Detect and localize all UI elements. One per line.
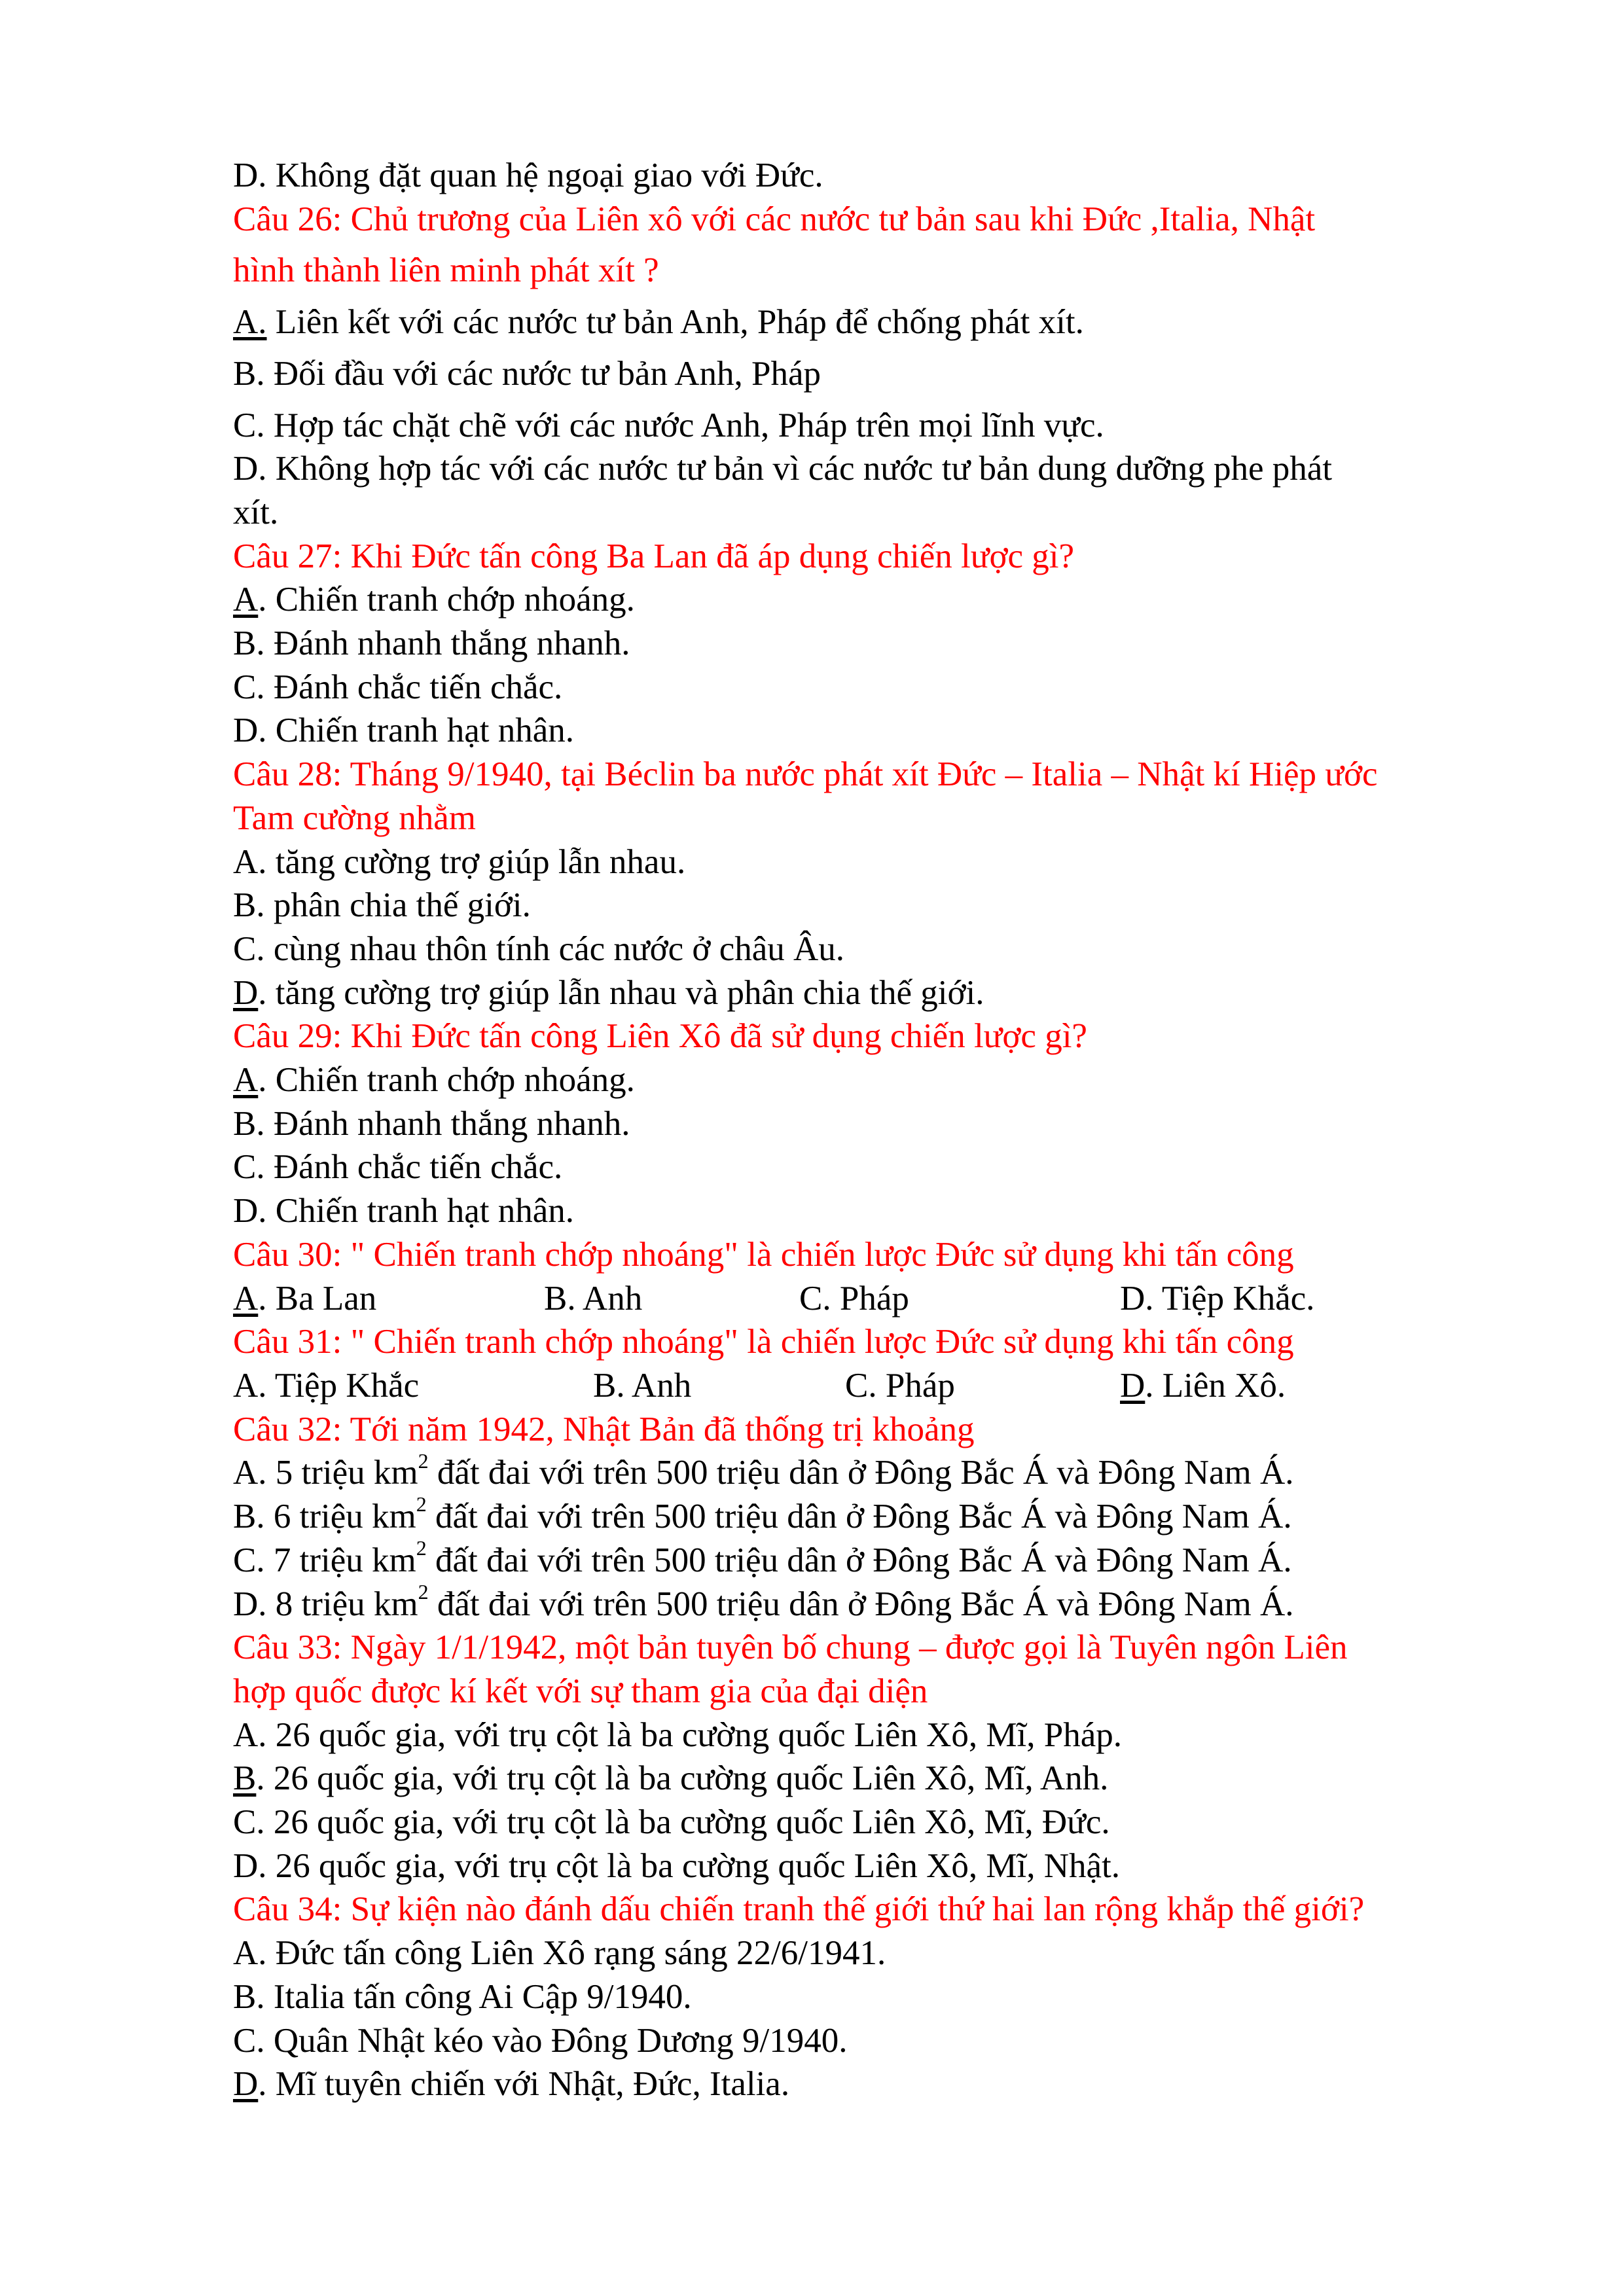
question-33 — [233, 1626, 1516, 1888]
question-text: Câu 26: Chủ trương của Liên xô với các nước tư bản sau khi Đức ,Italia, Nhật — [233, 200, 1316, 238]
superscript: 2 — [416, 1492, 427, 1516]
lead-answer: D. Không đặt quan hệ ngoại giao với Đức. — [233, 156, 823, 194]
question-text: hình thành liên minh phát xít ? — [233, 251, 659, 290]
question-text: Câu 33: Ngày 1/1/1942, một bản tuyên bố chung – được gọi là Tuyên ngôn Liên — [233, 1628, 1348, 1667]
option-a — [233, 1058, 1516, 1102]
question-28 — [233, 753, 1516, 1014]
option-text: . 26 quốc gia, với trụ cột là ba cường quốc Liên Xô, Mĩ, Anh. — [256, 1759, 1109, 1798]
question-text: hợp quốc được kí kết với sự tham gia của đại diện — [233, 1672, 928, 1710]
question-32 — [233, 1408, 1516, 1626]
option-b: B. Italia tấn công Ai Cập 9/1940. — [233, 1977, 692, 2016]
option-text: . Mĩ tuyên chiến với Nhật, Đức, Italia. — [258, 2065, 790, 2104]
question-34 — [233, 1888, 1516, 2106]
option-d — [233, 971, 1516, 1015]
option-d — [1120, 1364, 1286, 1408]
option-letter: A. — [233, 303, 267, 342]
option-text: đất đai với trên 500 triệu dân ở Đông Bắc Á và Đông Nam Á. — [426, 1541, 1292, 1579]
document-body — [233, 154, 1516, 2106]
option-letter: A — [233, 581, 259, 619]
option-text: . tăng cường trợ giúp lẫn nhau và phân chia thế giới. — [258, 973, 984, 1012]
option-text: A. 5 triệu km — [233, 1454, 418, 1492]
option-letter: D — [1120, 1366, 1146, 1405]
option-d — [233, 1579, 1516, 1626]
option-text: D. 8 triệu km — [233, 1585, 418, 1623]
option-c: C. Pháp — [845, 1366, 955, 1405]
question-27 — [233, 535, 1516, 753]
option-d: D. Chiến tranh hạt nhân. — [233, 1192, 575, 1230]
option-text: . Chiến tranh chớp nhoáng. — [258, 581, 635, 619]
option-text: . Chiến tranh chớp nhoáng. — [258, 1061, 635, 1100]
option-b: B. Đánh nhanh thắng nhanh. — [233, 624, 630, 663]
superscript: 2 — [416, 1536, 427, 1560]
question-text: Câu 29: Khi Đức tấn công Liên Xô đã sử dụng chiến lược gì? — [233, 1017, 1087, 1056]
option-b: B. Đánh nhanh thắng nhanh. — [233, 1104, 630, 1143]
option-text: . Ba Lan — [258, 1279, 377, 1318]
option-letter: A — [233, 1061, 259, 1100]
option-letter: B — [233, 1759, 257, 1798]
option-b: B. Anh — [544, 1279, 643, 1318]
option-text: Liên kết với các nước tư bản Anh, Pháp để chống phát xít. — [266, 303, 1084, 342]
option-d: D. Tiệp Khắc. — [1120, 1279, 1315, 1318]
question-text: Câu 28: Tháng 9/1940, tại Béclin ba nước phát xít Đức – Italia – Nhật kí Hiệp ước — [233, 755, 1378, 794]
option-text: đất đai với trên 500 triệu dân ở Đông Bắc Á và Đông Nam Á. — [426, 1498, 1292, 1536]
option-a: A. 26 quốc gia, với trụ cột là ba cường quốc Liên Xô, Mĩ, Pháp. — [233, 1715, 1122, 1754]
option-text: đất đai với trên 500 triệu dân ở Đông Bắc Á và Đông Nam Á. — [428, 1585, 1294, 1623]
question-31 — [233, 1320, 1516, 1407]
option-letter: D — [233, 2065, 259, 2104]
option-c: C. Quân Nhật kéo vào Đông Dương 9/1940. — [233, 2021, 848, 2060]
option-text: đất đai với trên 500 triệu dân ở Đông Bắc Á và Đông Nam Á. — [428, 1454, 1294, 1492]
option-c: C. cùng nhau thôn tính các nước ở châu Âu. — [233, 929, 845, 968]
options-row — [233, 1364, 1516, 1408]
question-text: Câu 30: " Chiến tranh chớp nhoáng" là chiến lược Đức sử dụng khi tấn công — [233, 1235, 1294, 1274]
option-b: B. Anh — [593, 1366, 692, 1405]
options-row — [233, 1277, 1516, 1321]
question-26 — [233, 198, 1516, 535]
option-letter: D — [233, 973, 259, 1012]
question-text: Câu 27: Khi Đức tấn công Ba Lan đã áp dụng chiến lược gì? — [233, 537, 1074, 575]
question-text: Câu 31: " Chiến tranh chớp nhoáng" là chiến lược Đức sử dụng khi tấn công — [233, 1323, 1294, 1361]
superscript: 2 — [418, 1579, 429, 1604]
option-d-continued: xít. — [233, 493, 279, 531]
option-a — [233, 1448, 1516, 1495]
option-c: C. Pháp — [799, 1279, 909, 1318]
option-c: C. Hợp tác chặt chẽ với các nước Anh, Pháp trên mọi lĩnh vực. — [233, 406, 1104, 444]
option-a — [233, 578, 1516, 622]
option-a: A. tăng cường trợ giúp lẫn nhau. — [233, 842, 686, 881]
question-text: Câu 34: Sự kiện nào đánh dấu chiến tranh thế giới thứ hai lan rộng khắp thế giới? — [233, 1890, 1365, 1929]
option-d: D. Chiến tranh hạt nhân. — [233, 711, 575, 750]
option-letter: A — [233, 1279, 259, 1318]
option-a — [233, 1277, 544, 1321]
option-text: . Liên Xô. — [1145, 1366, 1286, 1405]
superscript: 2 — [418, 1448, 429, 1473]
option-d — [233, 2062, 1516, 2106]
option-a: A. Tiệp Khắc — [233, 1366, 420, 1405]
option-a — [233, 300, 1516, 344]
option-c: C. 26 quốc gia, với trụ cột là ba cường quốc Liên Xô, Mĩ, Đức. — [233, 1803, 1110, 1842]
option-a: A. Đức tấn công Liên Xô rạng sáng 22/6/1941. — [233, 1934, 886, 1973]
option-b: B. Đối đầu với các nước tư bản Anh, Pháp — [233, 354, 821, 393]
option-d: D. Không hợp tác với các nước tư bản vì các nước tư bản dung dưỡng phe phát — [233, 450, 1332, 488]
question-29 — [233, 1014, 1516, 1233]
question-text: Câu 32: Tới năm 1942, Nhật Bản đã thống trị khoảng — [233, 1410, 975, 1448]
option-text: C. 7 triệu km — [233, 1541, 416, 1579]
option-c: C. Đánh chắc tiến chắc. — [233, 668, 563, 706]
question-text: Tam cường nhằm — [233, 798, 476, 837]
option-b — [233, 1492, 1516, 1539]
question-30 — [233, 1233, 1516, 1320]
option-c: C. Đánh chắc tiến chắc. — [233, 1148, 563, 1187]
option-b: B. phân chia thế giới. — [233, 886, 531, 925]
option-c — [233, 1536, 1516, 1583]
option-text: B. 6 triệu km — [233, 1498, 416, 1536]
option-d: D. 26 quốc gia, với trụ cột là ba cường quốc Liên Xô, Mĩ, Nhật. — [233, 1846, 1121, 1885]
option-b — [233, 1757, 1516, 1801]
